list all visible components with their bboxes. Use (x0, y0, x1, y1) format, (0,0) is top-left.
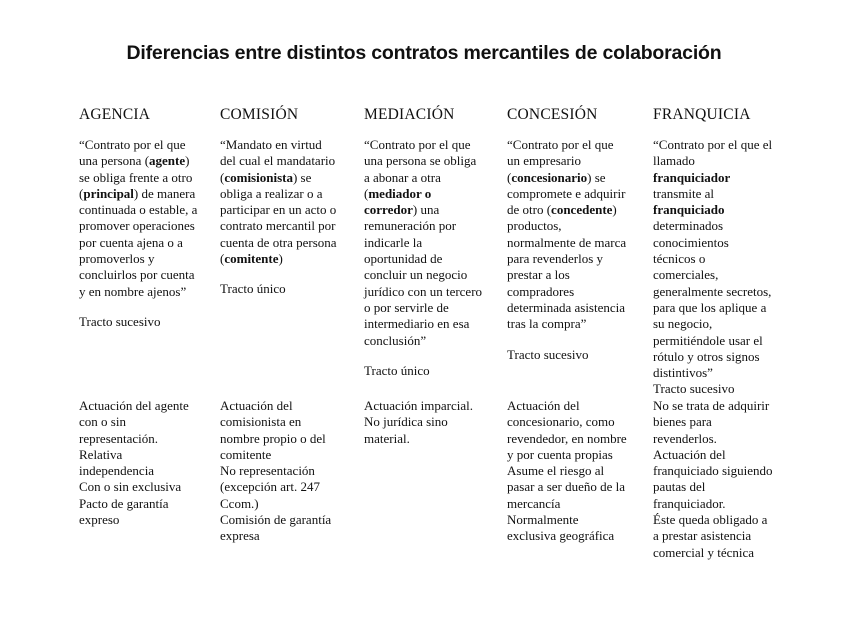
definition-line (653, 365, 772, 381)
feature-line: comercial y técnica (653, 544, 755, 560)
feature-line: independencia (79, 463, 155, 479)
features-agencia (79, 398, 189, 528)
definition-line (79, 153, 197, 169)
feature-line: expreso (79, 512, 120, 528)
definition-text: su negocio, (653, 316, 713, 332)
feature-line: nombre propio o del (220, 430, 326, 446)
definition-line (507, 267, 626, 283)
definition-text: ) (278, 251, 283, 267)
feature-line: revenderlos. (653, 430, 717, 446)
definition-line (364, 251, 482, 267)
definition-text: determinada asistencia (507, 299, 626, 315)
feature-line: a prestar asistencia (653, 528, 752, 544)
definition (79, 137, 197, 300)
definition-line (364, 333, 482, 349)
definition-text: distintivos” (653, 365, 713, 381)
definition (507, 137, 626, 333)
definition-line (364, 218, 482, 234)
definition-line (79, 186, 197, 202)
definition-text: de otro ( (507, 202, 552, 218)
definition-line (507, 153, 626, 169)
feature-line: No jurídica sino (364, 414, 448, 430)
definition-text: ( (364, 185, 369, 201)
feature-line: Con o sin exclusiva (79, 479, 182, 495)
definition-text: prestar a los (507, 267, 570, 283)
definition-line (653, 333, 772, 349)
definition-line (220, 170, 337, 186)
definition-line (507, 251, 626, 267)
definition-line (653, 186, 772, 202)
column-header: MEDIACIÓN (364, 106, 455, 123)
defined-term: comitente (224, 251, 279, 267)
column-comision (220, 107, 337, 298)
definition-line (220, 186, 337, 202)
definition-text: ) se (587, 169, 606, 185)
feature-line: mercancía (507, 495, 561, 511)
definition-line (507, 186, 626, 202)
definition-text: ) (612, 202, 617, 218)
definition-line (653, 284, 772, 300)
feature-line: Éste queda obligado a (653, 512, 768, 528)
definition-text: “Mandato en virtud (220, 137, 322, 152)
definition-text: tras la compra” (507, 316, 587, 332)
definition-line (653, 300, 772, 316)
feature-line: No representación (220, 463, 315, 479)
definition-text: y en nombre ajenos” (79, 283, 187, 299)
definition-line (220, 251, 337, 267)
definition-line (364, 186, 482, 202)
definition-line (653, 202, 772, 218)
definition-text: contrato mercantil por (220, 218, 336, 234)
definition-line (79, 170, 197, 186)
feature-line: comitente (220, 446, 272, 462)
definition-line (507, 202, 626, 218)
definition-line (364, 137, 482, 153)
definition-text: intermediario en esa (364, 316, 470, 332)
features-comision (220, 398, 331, 545)
definition-text: compromete e adquirir (507, 185, 626, 201)
definition-line (653, 251, 772, 267)
column-franquicia (653, 107, 772, 398)
definition-line (79, 235, 197, 251)
definition-text: un empresario (507, 153, 582, 169)
feature-line: Ccom.) (220, 495, 259, 511)
definition-line (653, 218, 772, 234)
definition-text: “Contrato por el que (364, 137, 471, 152)
definition-text: concluir un negocio (364, 267, 468, 283)
definition-line (79, 267, 197, 283)
defined-term: franquiciado (653, 202, 725, 218)
definition-text: indicarle la (364, 234, 423, 250)
definition-text: determinados (653, 218, 724, 234)
definition-text: ( (507, 169, 512, 185)
definition-text: ) se (292, 169, 312, 185)
definition (653, 137, 772, 381)
definition-line (220, 137, 337, 153)
definition-line (364, 267, 482, 283)
feature-line: bienes para (653, 414, 712, 430)
definition-text: conclusión” (364, 332, 427, 348)
definition-line (507, 316, 626, 332)
feature-line: Actuación del (507, 398, 580, 413)
tracto-label: Tracto único (220, 281, 286, 297)
definition-text: jurídico con un tercero (364, 283, 483, 299)
column-mediacion (364, 107, 482, 379)
features-franquicia (653, 398, 773, 561)
definition-text: conocimientos (653, 234, 729, 250)
definition-text: productos, (507, 218, 562, 234)
definition-line (364, 235, 482, 251)
column-concesion (507, 107, 626, 363)
definition-line (79, 137, 197, 153)
definition-text: “Contrato por el que el (653, 137, 773, 152)
feature-line: Pacto de garantía (79, 495, 169, 511)
tracto-label: Tracto único (364, 362, 430, 378)
definition-text: normalmente de marca (507, 234, 627, 250)
definition-line (220, 153, 337, 169)
feature-line: Actuación del (220, 398, 293, 413)
definition-text: una persona se obliga (364, 153, 477, 169)
definition-line (79, 202, 197, 218)
tracto-label: Tracto sucesivo (79, 313, 161, 329)
feature-line: concesionario, como (507, 414, 615, 430)
column-header: COMISIÓN (220, 106, 299, 123)
definition-text: “Contrato por el que (507, 137, 614, 152)
definition-line (653, 267, 772, 283)
definition-line (364, 153, 482, 169)
definition-text: o por servirle de (364, 299, 449, 315)
feature-line: con o sin (79, 414, 126, 430)
defined-term: mediador o (368, 185, 432, 201)
column-header: CONCESIÓN (507, 106, 598, 123)
definition-text: ) de manera (133, 185, 196, 201)
definition-line (653, 349, 772, 365)
definition-text: promoverlos y (79, 251, 155, 267)
feature-line: franquiciador. (653, 495, 726, 511)
feature-line: franquiciado siguiendo (653, 463, 773, 479)
feature-line: Comisión de garantía (220, 512, 332, 528)
definition-line (507, 284, 626, 300)
feature-line: No se trata de adquirir (653, 398, 770, 413)
feature-line: Normalmente (507, 512, 579, 528)
definition-text: una persona ( (79, 153, 150, 169)
definition-line (79, 284, 197, 300)
definition-line (364, 284, 482, 300)
definition-text: oportunidad de (364, 251, 443, 267)
column-agencia (79, 107, 197, 330)
definition-text: del cual el mandatario (220, 153, 336, 169)
definition-line (364, 316, 482, 332)
tracto-label: Tracto sucesivo (507, 346, 589, 362)
definition-text: para revenderlos y (507, 251, 604, 267)
definition-line (507, 235, 626, 251)
definition-text: continuada o estable, a (79, 202, 198, 218)
defined-term: concesionario (511, 169, 588, 185)
definition-line (507, 218, 626, 234)
definition-line (653, 235, 772, 251)
feature-line: exclusiva geográfica (507, 528, 615, 544)
definition-text: participar en un acto o (220, 202, 337, 218)
definition-text: ( (220, 169, 225, 185)
definition-text: para que los aplique a (653, 299, 767, 315)
column-header: FRANQUICIA (653, 106, 751, 123)
feature-line: material. (364, 430, 410, 446)
definition-text: concluirlos por cuenta (79, 267, 195, 283)
feature-line: Actuación del (653, 446, 726, 462)
definition-text: ( (79, 185, 84, 201)
definition (220, 137, 337, 267)
definition-text: ) (185, 153, 190, 169)
defined-term: franquiciador (653, 169, 731, 185)
feature-line: pasar a ser dueño de la (507, 479, 626, 495)
definition-line (220, 235, 337, 251)
feature-line: revendedor, en nombre (507, 430, 627, 446)
definition-line (364, 202, 482, 218)
definition-line (653, 316, 772, 332)
feature-line: expresa (220, 528, 260, 544)
feature-line: y por cuenta propias (507, 446, 613, 462)
definition-text: compradores (507, 283, 575, 299)
definition-line (653, 137, 772, 153)
definition-text: ( (220, 251, 225, 267)
definition-line (364, 170, 482, 186)
definition-line (507, 137, 626, 153)
feature-line: Relativa (79, 446, 123, 462)
definition-line (507, 300, 626, 316)
definition-text: transmite al (653, 185, 715, 201)
column-header: AGENCIA (79, 106, 151, 123)
definition-text: a abonar a otra (364, 169, 441, 185)
feature-line: representación. (79, 430, 159, 446)
definition-text: generalmente secretos, (653, 283, 772, 299)
feature-line: Actuación del agente (79, 398, 189, 413)
page-title: Diferencias entre distintos contratos mercantiles de colaboración (126, 42, 722, 64)
feature-line: pautas del (653, 479, 706, 495)
feature-line: (excepción art. 247 (220, 479, 320, 495)
features-mediacion (364, 398, 473, 447)
definition-text: comerciales, (653, 267, 719, 283)
definition (364, 137, 482, 349)
feature-line: Asume el riesgo al (507, 463, 605, 479)
definition-line (79, 251, 197, 267)
definition-line (364, 300, 482, 316)
definition-line (653, 170, 772, 186)
feature-line: comisionista en (220, 414, 302, 430)
definition-text: cuenta de otra persona (220, 234, 337, 250)
definition-text: remuneración por (364, 218, 457, 234)
definition-text: rótulo y otros signos (653, 348, 760, 364)
definition-line (653, 153, 772, 169)
definition-line (507, 170, 626, 186)
definition-text: permitiéndole usar el (653, 332, 763, 348)
defined-term: comisionista (224, 169, 293, 185)
definition-line (79, 218, 197, 234)
definition-text: promover operaciones (79, 218, 195, 234)
defined-term: principal (83, 185, 134, 201)
definition-text: “Contrato por el que (79, 137, 186, 152)
features-concesion (507, 398, 627, 545)
definition-text: se obliga frente a otro (79, 169, 193, 185)
definition-text: llamado (653, 153, 695, 169)
defined-term: concedente (551, 202, 613, 218)
tracto-label: Tracto sucesivo (653, 381, 735, 397)
definition-text: ) una (412, 202, 440, 218)
defined-term: corredor (364, 202, 413, 218)
definition-line (220, 218, 337, 234)
definition-text: por cuenta ajena o a (79, 234, 183, 250)
feature-line: Actuación imparcial. (364, 398, 474, 413)
definition-text: obliga a realizar o a (220, 185, 323, 201)
defined-term: agente (149, 153, 186, 169)
definition-text: técnicos o (653, 251, 706, 267)
definition-line (220, 202, 337, 218)
